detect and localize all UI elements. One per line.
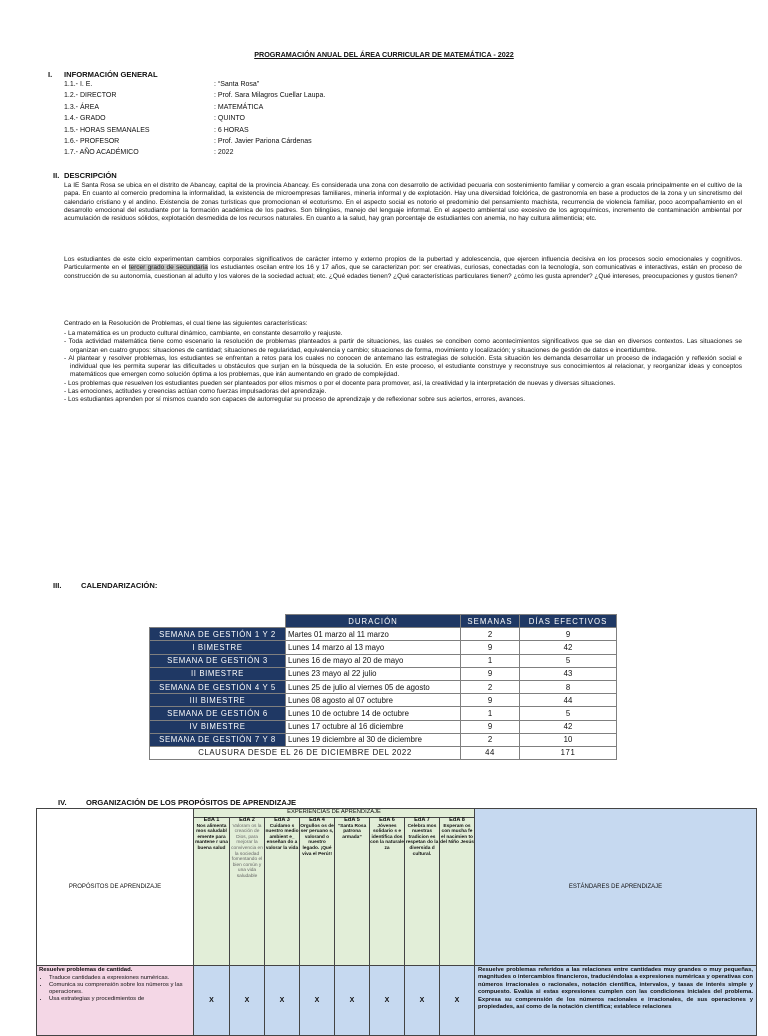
- eda-code: EdA 6: [379, 817, 395, 823]
- period-weeks: 9: [461, 667, 520, 680]
- highlighted-text: tercer grado de secundaria: [128, 264, 208, 272]
- eda-mark: X: [265, 966, 300, 1036]
- section4-number: IV.: [58, 798, 67, 807]
- eda-cell: [335, 818, 370, 966]
- list-item: - Las emociones, actitudes y creencias actúan como fuerzas impulsadoras del aprendizaje.: [64, 388, 327, 396]
- period-label: III BIMESTRE: [150, 694, 286, 707]
- period-label: IV BIMESTRE: [150, 720, 286, 733]
- section1-number: I.: [48, 70, 53, 79]
- info-label: 1.3.- ÁREA: [64, 103, 100, 111]
- weeks-header: SEMANAS: [461, 615, 520, 628]
- period-days: 43: [520, 667, 617, 680]
- calendar-table: [149, 614, 617, 760]
- info-label: 1.6.- PROFESOR: [64, 138, 120, 145]
- purposes-table: [36, 808, 757, 1036]
- info-label: 1.7.- AÑO ACADÉMICO: [64, 149, 139, 157]
- eda-cell: [300, 818, 335, 966]
- closing-label: CLAUSURA DESDE EL 26 DE DICIEMBRE DEL 2022: [150, 746, 461, 759]
- eda-code: EdA 7: [414, 817, 430, 823]
- competency-row: [37, 966, 757, 1036]
- competency-title: Resuelve problemas de cantidad.: [39, 967, 133, 973]
- eda-mark: X: [405, 966, 440, 1036]
- period-days: 9: [520, 628, 617, 641]
- total-weeks: 44: [461, 746, 520, 759]
- period-label: SEMANA DE GESTIÓN 6: [150, 707, 286, 720]
- eda-cell: [230, 818, 265, 966]
- eda-mark: X: [230, 966, 265, 1036]
- section3-number: III.: [53, 581, 62, 590]
- period-label: SEMANA DE GESTIÓN 7 Y 8: [150, 733, 286, 746]
- standard-text: Resuelve problemas referidos a las relaciones entre cantidades muy grandes o muy pequeñas, magnitudes o intercambios financieros, traduciéndolas a expresiones numéricas y operativas con números irracionales o racionales, notación científica, intervalos, y tasas de interés simple y compuesto. Evalúa si estas expresiones cumplen con las condiciones iniciales del problema. Expresa su comprensión de los números racionales e irracionales, de sus operaciones y propiedades, así como de la notación científica; establece relaciones: [475, 966, 757, 1036]
- standards-header: ESTÁNDARES DE APRENDIZAJE: [475, 809, 757, 966]
- calendar-row: [150, 694, 617, 707]
- info-value: : 2022: [214, 149, 234, 157]
- period-label: SEMANA DE GESTIÓN 1 Y 2: [150, 628, 286, 641]
- calendar-row: [150, 628, 617, 641]
- calendar-header-row: [150, 615, 617, 628]
- section4-heading: ORGANIZACIÓN DE LOS PROPÓSITOS DE APRENDIZAJE: [86, 798, 297, 807]
- experiences-header: EXPERIENCIAS DE APRENDIZAJE: [194, 809, 475, 818]
- description-paragraph-3: Centrado en la Resolución de Problemas, el cual tiene las siguientes características:: [64, 320, 308, 327]
- period-label: I BIMESTRE: [150, 641, 286, 654]
- competency-cell: [37, 966, 194, 1036]
- purposes-header: PROPÓSITOS DE APRENDIZAJE: [37, 809, 194, 966]
- period-days: 8: [520, 680, 617, 693]
- eda-code: EdA 3: [274, 817, 290, 823]
- eda-code: EdA 8: [449, 817, 465, 823]
- period-duration: Lunes 25 de julio al viernes 05 de agosto: [286, 680, 461, 693]
- eda-title: Orgullos os de ser peruano s, valorand o nuestro legado. ¡Qué viva el Perú!!: [300, 823, 334, 857]
- list-item: - Al plantear y resolver problemas, los estudiantes se enfrentan a retos para los cuales no conocen de antemano las estrategias de solución. Esta situación les demanda desarrollar un proceso de indagación y reflexión social e individual que les permita superar las dificultades u obstáculos que surjan en la búsqueda de la solución. En este proceso, el estudiante construye y reconstruye sus conocimientos al relacionar, y reorganizar ideas y conceptos matemáticos que emergen como solución óptima a los problemas, que irán aumentando en grado de complejidad.: [64, 354, 742, 379]
- period-days: 5: [520, 707, 617, 720]
- characteristics-list: [64, 330, 742, 405]
- eda-mark: X: [370, 966, 405, 1036]
- list-item: - Toda actividad matemática tiene como escenario la resolución de problemas planteados a partir de situaciones, las cuales se conciben como acontecimientos significativos que se dan en diversos contextos. Las situaciones se organizan en cuatro grupos: situaciones de cantidad; situaciones de regularidad, equivalencia y cambio; situaciones de forma, movimiento y localización; y situaciones de gestión de datos e incertidumbre.: [64, 338, 742, 354]
- period-label: SEMANA DE GESTIÓN 4 Y 5: [150, 680, 286, 693]
- description-paragraph-1: La IE Santa Rosa se ubica en el distrito de Abancay, capital de la provincia Abancay. Es considerada una zona con desarrollo de actividad pecuaria con sostenimiento familiar y comercio a gran escala principalmente en el cultivo de la papa. En cuanto al comercio predomina la informalidad, la existencia de microempresas familiares, minería informal y de explotación. Hay una diversidad folclórica, de gastronomía en base a productos de la zona y un sincretismo del calendario cristiano y el andino. Existencia de zonas turísticas que promocionan el ecoturismo. En el aspecto social es notorio el predominio del pensamiento machista, recurrencia de violencia familiar, poco acompañamiento en el desarrollo emocional del estudiante por la formación académica de los padres. Son bilingües, manejo del lenguaje informal. En el aspecto ambiental uso excesivo de los agroquímicos, incremento de contaminación ambiental por acumulación de residuos sólidos, explotación desmedida de los recursos naturales. En cuanto a la salud, hay gran porcentaje de estudiantes con anemia, no hay cultura alimenticia; etc.: [64, 182, 742, 223]
- days-header: DÍAS EFECTIVOS: [520, 615, 617, 628]
- period-duration: Lunes 23 mayo al 22 julio: [286, 667, 461, 680]
- info-label: 1.4.- GRADO: [64, 115, 106, 123]
- paragraph-2-text-a: Los estudiantes de este ciclo experimentan cambios corporales significativos de carácter interno y externo propios de la pubertad y adolescencia, que ejercen influencia decisiva en los procesos socio emocionales y cognitivos. Particularmente en el: [64, 256, 742, 272]
- eda-mark: X: [440, 966, 475, 1036]
- total-days: 171: [520, 746, 617, 759]
- eda-code: EdA 5: [344, 817, 360, 823]
- eda-mark: X: [300, 966, 335, 1036]
- calendar-row: [150, 707, 617, 720]
- page-title: PROGRAMACIÓN ANUAL DEL ÁREA CURRICULAR DE MATEMÁTICA - 2022: [254, 50, 514, 59]
- calendar-row: [150, 667, 617, 680]
- period-duration: Lunes 19 diciembre al 30 de diciembre: [286, 733, 461, 746]
- info-label: 1.1.- I. E.: [64, 81, 93, 88]
- period-weeks: 2: [461, 733, 520, 746]
- info-value: : MATEMÁTICA: [214, 103, 264, 111]
- period-weeks: 1: [461, 654, 520, 667]
- section2-heading: DESCRIPCIÓN: [64, 171, 117, 180]
- info-value: : 6 HORAS: [214, 126, 249, 134]
- capacity-item: • Comunica su comprensión sobre los números y las operaciones.: [49, 982, 191, 996]
- eda-cell: [440, 818, 475, 966]
- eda-title: Valoram os la creación de Dios, para mejorar la convivencia en la sociedad fomentando el bien común y una vida saludable: [231, 823, 263, 879]
- eda-mark: X: [194, 966, 230, 1036]
- description-paragraph-2: [64, 256, 742, 281]
- section1-heading: INFORMACIÓN GENERAL: [64, 70, 158, 79]
- period-days: 42: [520, 641, 617, 654]
- eda-code: EdA 4: [309, 817, 325, 823]
- period-days: 5: [520, 654, 617, 667]
- eda-title: Cuidamo s nuestro medio ambient e_ enseñan do a valorar la vida: [265, 823, 299, 851]
- paragraph-2-text-b: los estudiantes oscilan entre los 16 y 17 años, que se caracterizan por: ser creativas, curiosas, conectadas con la tecnología, son comunicativas e interactivas, están en proceso de construcción de su autonomía, cuestionan al adulto y los valores de la sociedad actual; etc. ¿Qué edades tienen? ¿Qué características particulares tienen? ¿cómo les gusta aprender? ¿Qué intereses, preocupaciones y gustos tienen?: [64, 264, 742, 280]
- list-item: - Los estudiantes aprenden por sí mismos cuando son capaces de autorregular su proceso de aprendizaje y de reflexionar sobre sus aciertos, errores, avances.: [64, 396, 526, 404]
- period-weeks: 2: [461, 628, 520, 641]
- eda-mark: X: [335, 966, 370, 1036]
- period-days: 10: [520, 733, 617, 746]
- period-days: 42: [520, 720, 617, 733]
- list-item: - La matemática es un producto cultural dinámico, cambiante, en constante desarrollo y reajuste.: [64, 330, 343, 337]
- duration-header: DURACIÓN: [286, 615, 461, 628]
- calendar-row: [150, 641, 617, 654]
- capacity-item: • Traduce cantidades a expresiones numéricas.: [49, 975, 191, 982]
- period-weeks: 9: [461, 641, 520, 654]
- period-weeks: 9: [461, 694, 520, 707]
- period-duration: Martes 01 marzo al 11 marzo: [286, 628, 461, 641]
- eda-title: Celebra mos nuestras tradicion es respetan do la diversida d cultural.: [405, 823, 439, 857]
- period-label: II BIMESTRE: [150, 667, 286, 680]
- calendar-body: [150, 628, 617, 747]
- eda-cell: [194, 818, 230, 966]
- period-weeks: 1: [461, 707, 520, 720]
- eda-cell: [370, 818, 405, 966]
- calendar-row: [150, 720, 617, 733]
- info-label: 1.5.- HORAS SEMANALES: [64, 126, 150, 134]
- empty-corner-cell: [150, 615, 286, 628]
- capacity-list: [39, 975, 191, 1003]
- info-value: : Prof. Sara Milagros Cuellar Laupa.: [214, 92, 326, 100]
- info-value: : QUINTO: [214, 115, 245, 123]
- period-duration: Lunes 17 octubre al 16 diciembre: [286, 720, 461, 733]
- eda-cell: [405, 818, 440, 966]
- calendar-footer-row: [150, 746, 617, 759]
- calendar-row: [150, 680, 617, 693]
- info-value: : Prof. Javier Pariona Cárdenas: [214, 138, 312, 145]
- eda-code: EdA 1: [203, 817, 220, 823]
- eda-cell: [265, 818, 300, 966]
- info-label: 1.2.- DIRECTOR: [64, 92, 117, 100]
- section3-heading: CALENDARIZACIÓN:: [81, 581, 158, 590]
- section2-number: II.: [53, 171, 60, 180]
- calendar-row: [150, 654, 617, 667]
- eda-title: Esperam os con mucha fe el nacimien to del Niño Jesús: [440, 823, 474, 846]
- period-label: SEMANA DE GESTIÓN 3: [150, 654, 286, 667]
- eda-title: Nos alimenta mos saludabl emente para mantene r una buena salud: [195, 823, 228, 851]
- period-duration: Lunes 14 marzo al 13 mayo: [286, 641, 461, 654]
- eda-code: EdA 2: [239, 817, 255, 823]
- period-days: 44: [520, 694, 617, 707]
- calendar-row: [150, 733, 617, 746]
- eda-title: “Santa Rosa patrona armada”: [337, 823, 367, 840]
- info-value: : “Santa Rosa”: [214, 81, 260, 88]
- eda-title: Jóvenes solidario s e identifica dos con la naturale za: [370, 823, 404, 851]
- list-item: - Los problemas que resuelven los estudiantes pueden ser planteados por ellos mismos o por el docente para promover, así, la creatividad y la interpretación de nuevas y diversas situaciones.: [64, 379, 616, 387]
- period-duration: Lunes 08 agosto al 07 octubre: [286, 694, 461, 707]
- capacity-item: • Usa estrategias y procedimientos de: [49, 996, 191, 1003]
- period-duration: Lunes 16 de mayo al 20 de mayo: [286, 654, 461, 667]
- period-duration: Lunes 10 de octubre 14 de octubre: [286, 707, 461, 720]
- period-weeks: 9: [461, 720, 520, 733]
- period-weeks: 2: [461, 680, 520, 693]
